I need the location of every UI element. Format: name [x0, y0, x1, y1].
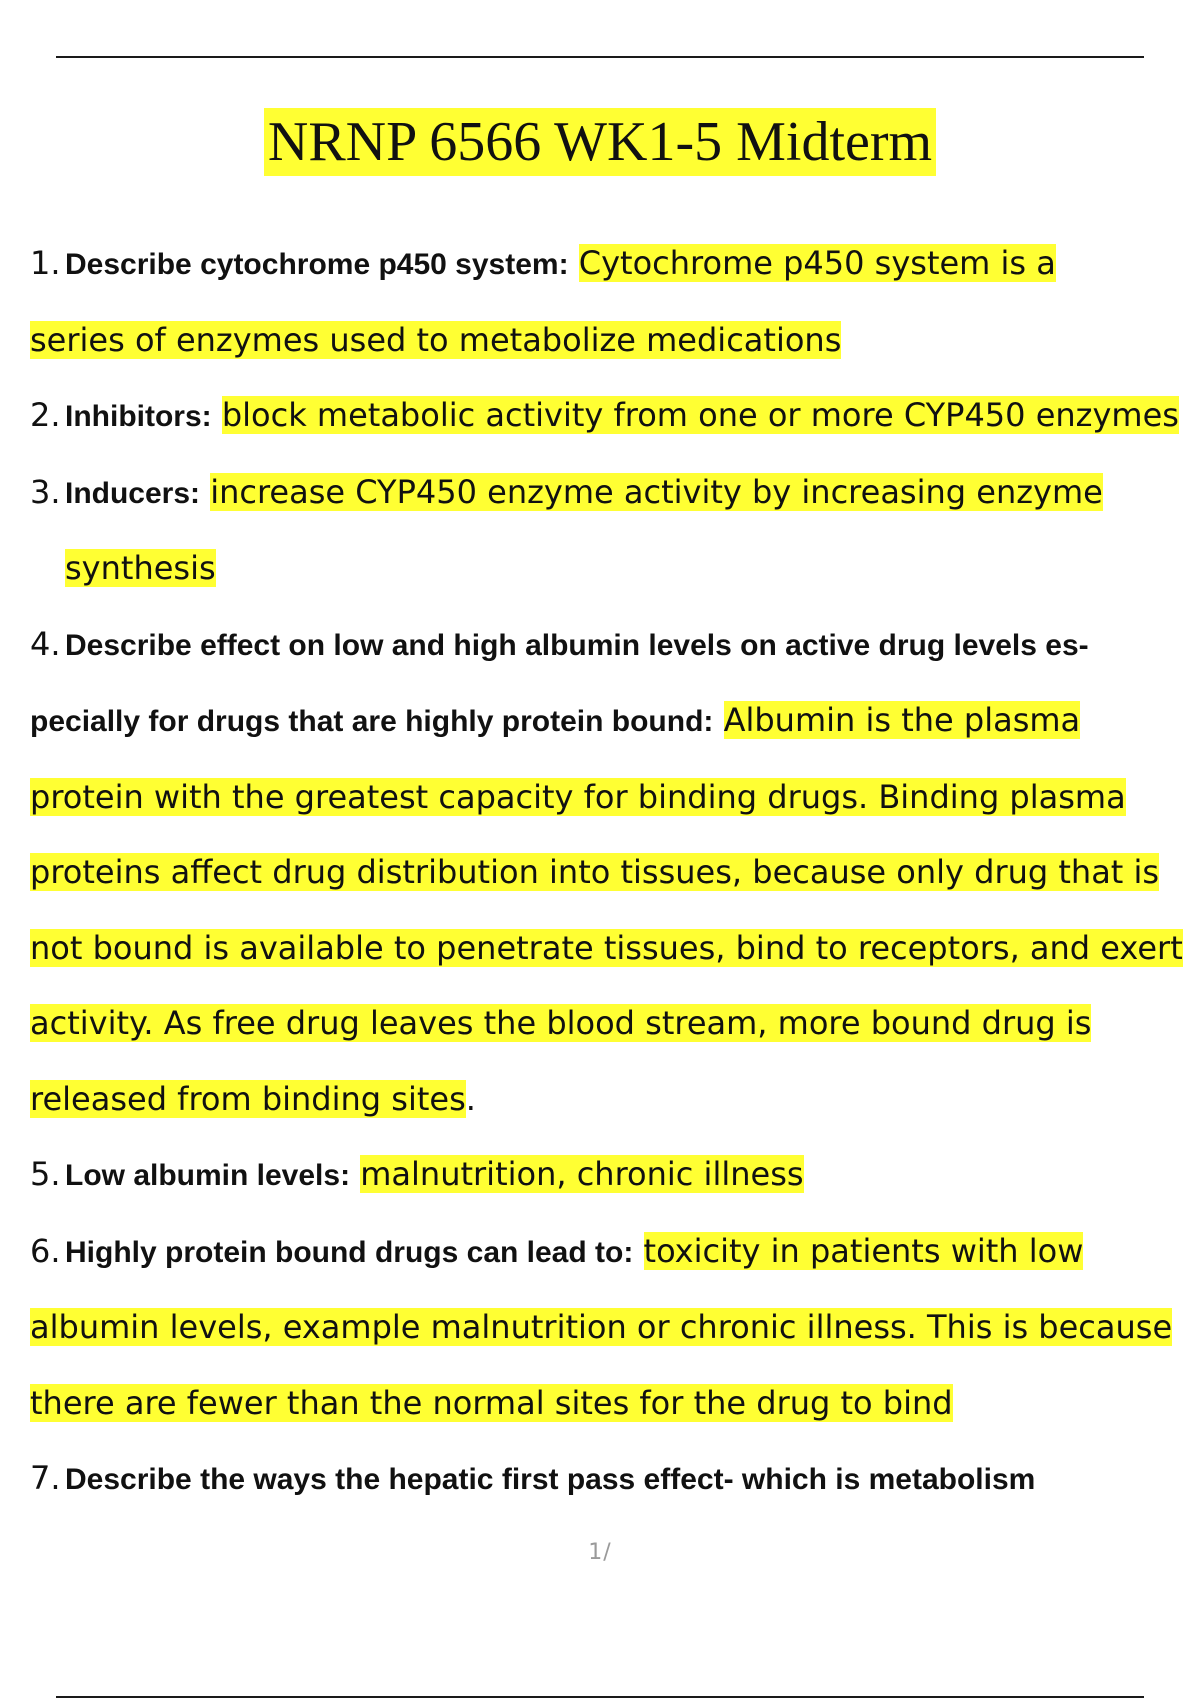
item-answer: toxicity in patients with low — [643, 1231, 1084, 1270]
item-answer: series of enzymes used to metabolize medications — [30, 320, 842, 359]
list-item-6 — [30, 1214, 1198, 1442]
page-number: 1/ — [588, 1540, 612, 1565]
list-item-5 — [30, 1137, 1198, 1214]
list-item-2-line1 — [30, 378, 1198, 455]
list-item-6-line3 — [30, 1366, 1198, 1442]
item-answer: increase CYP450 enzyme activity by increasing enzyme — [210, 472, 1103, 511]
list-item-4-line7 — [30, 1062, 1198, 1138]
item-question: Low albumin levels: — [65, 1159, 351, 1192]
question-list — [30, 226, 1198, 1518]
document-title: NRNP 6566 WK1-5 Midterm — [264, 108, 936, 176]
list-item-6-line1 — [30, 1214, 1198, 1291]
list-item-4 — [30, 607, 1198, 1138]
item-answer: protein with the greatest capacity for binding drugs. Binding plasma — [30, 777, 1126, 816]
item-answer: not bound is available to penetrate tissues, bind to receptors, and exert — [30, 928, 1183, 967]
item-answer: albumin levels, example malnutrition or chronic illness. This is because — [30, 1308, 1173, 1346]
item-answer: block metabolic activity from one or more CYP450 enzymes — [221, 396, 1179, 434]
list-item-3-line2 — [30, 531, 1198, 607]
list-item-5-line1 — [30, 1137, 1198, 1214]
item-number: 5. — [30, 1155, 61, 1193]
item-question: Describe cytochrome p450 system: — [65, 248, 569, 281]
list-item-3 — [30, 455, 1198, 607]
list-item-2 — [30, 378, 1198, 455]
list-item-3-line1 — [30, 455, 1198, 532]
item-trailing-period: . — [465, 1079, 476, 1118]
top-rule — [56, 56, 1144, 58]
item-answer: synthesis — [65, 549, 216, 587]
list-item-4-line1 — [30, 607, 1198, 684]
item-number: 6. — [30, 1231, 61, 1270]
list-item-4-line3 — [30, 760, 1198, 836]
item-question: Highly protein bound drugs can lead to: — [65, 1235, 634, 1269]
title-block — [0, 108, 1200, 176]
item-number: 1. — [30, 244, 61, 282]
item-question: Inducers: — [65, 476, 201, 510]
item-number: 7. — [30, 1459, 61, 1497]
item-answer: released from binding sites — [30, 1079, 466, 1118]
item-question: Describe the ways the hepatic first pass effect- which is metabolism — [65, 1463, 1036, 1496]
item-number: 2. — [30, 396, 61, 434]
list-item-7-line1 — [30, 1441, 1198, 1518]
item-question: pecially for drugs that are highly protein bound: — [30, 705, 714, 738]
list-item-4-line2 — [30, 683, 1198, 760]
list-item-1-line1 — [30, 226, 1198, 303]
item-number: 4. — [30, 624, 61, 663]
list-item-1-line2 — [30, 303, 1198, 379]
list-item-1 — [30, 226, 1198, 378]
bottom-rule — [56, 1696, 1144, 1698]
item-answer: there are fewer than the normal sites for the drug to bind — [30, 1383, 953, 1422]
list-item-7 — [30, 1441, 1198, 1518]
item-number: 3. — [30, 472, 61, 511]
list-item-6-line2 — [30, 1290, 1198, 1366]
item-answer: Cytochrome p450 system is a — [578, 244, 1056, 282]
item-answer: Albumin is the plasma — [723, 701, 1081, 739]
item-answer: malnutrition, chronic illness — [360, 1155, 804, 1193]
item-answer: proteins affect drug distribution into tissues, because only drug that is — [30, 853, 1160, 891]
list-item-4-line4 — [30, 835, 1198, 911]
item-answer: activity. As free drug leaves the blood stream, more bound drug is — [30, 1004, 1092, 1042]
item-question: Inhibitors: — [65, 400, 212, 433]
list-item-4-line5 — [30, 911, 1198, 987]
list-item-4-line6 — [30, 986, 1198, 1062]
item-question: Describe effect on low and high albumin levels on active drug levels es- — [65, 628, 1089, 662]
